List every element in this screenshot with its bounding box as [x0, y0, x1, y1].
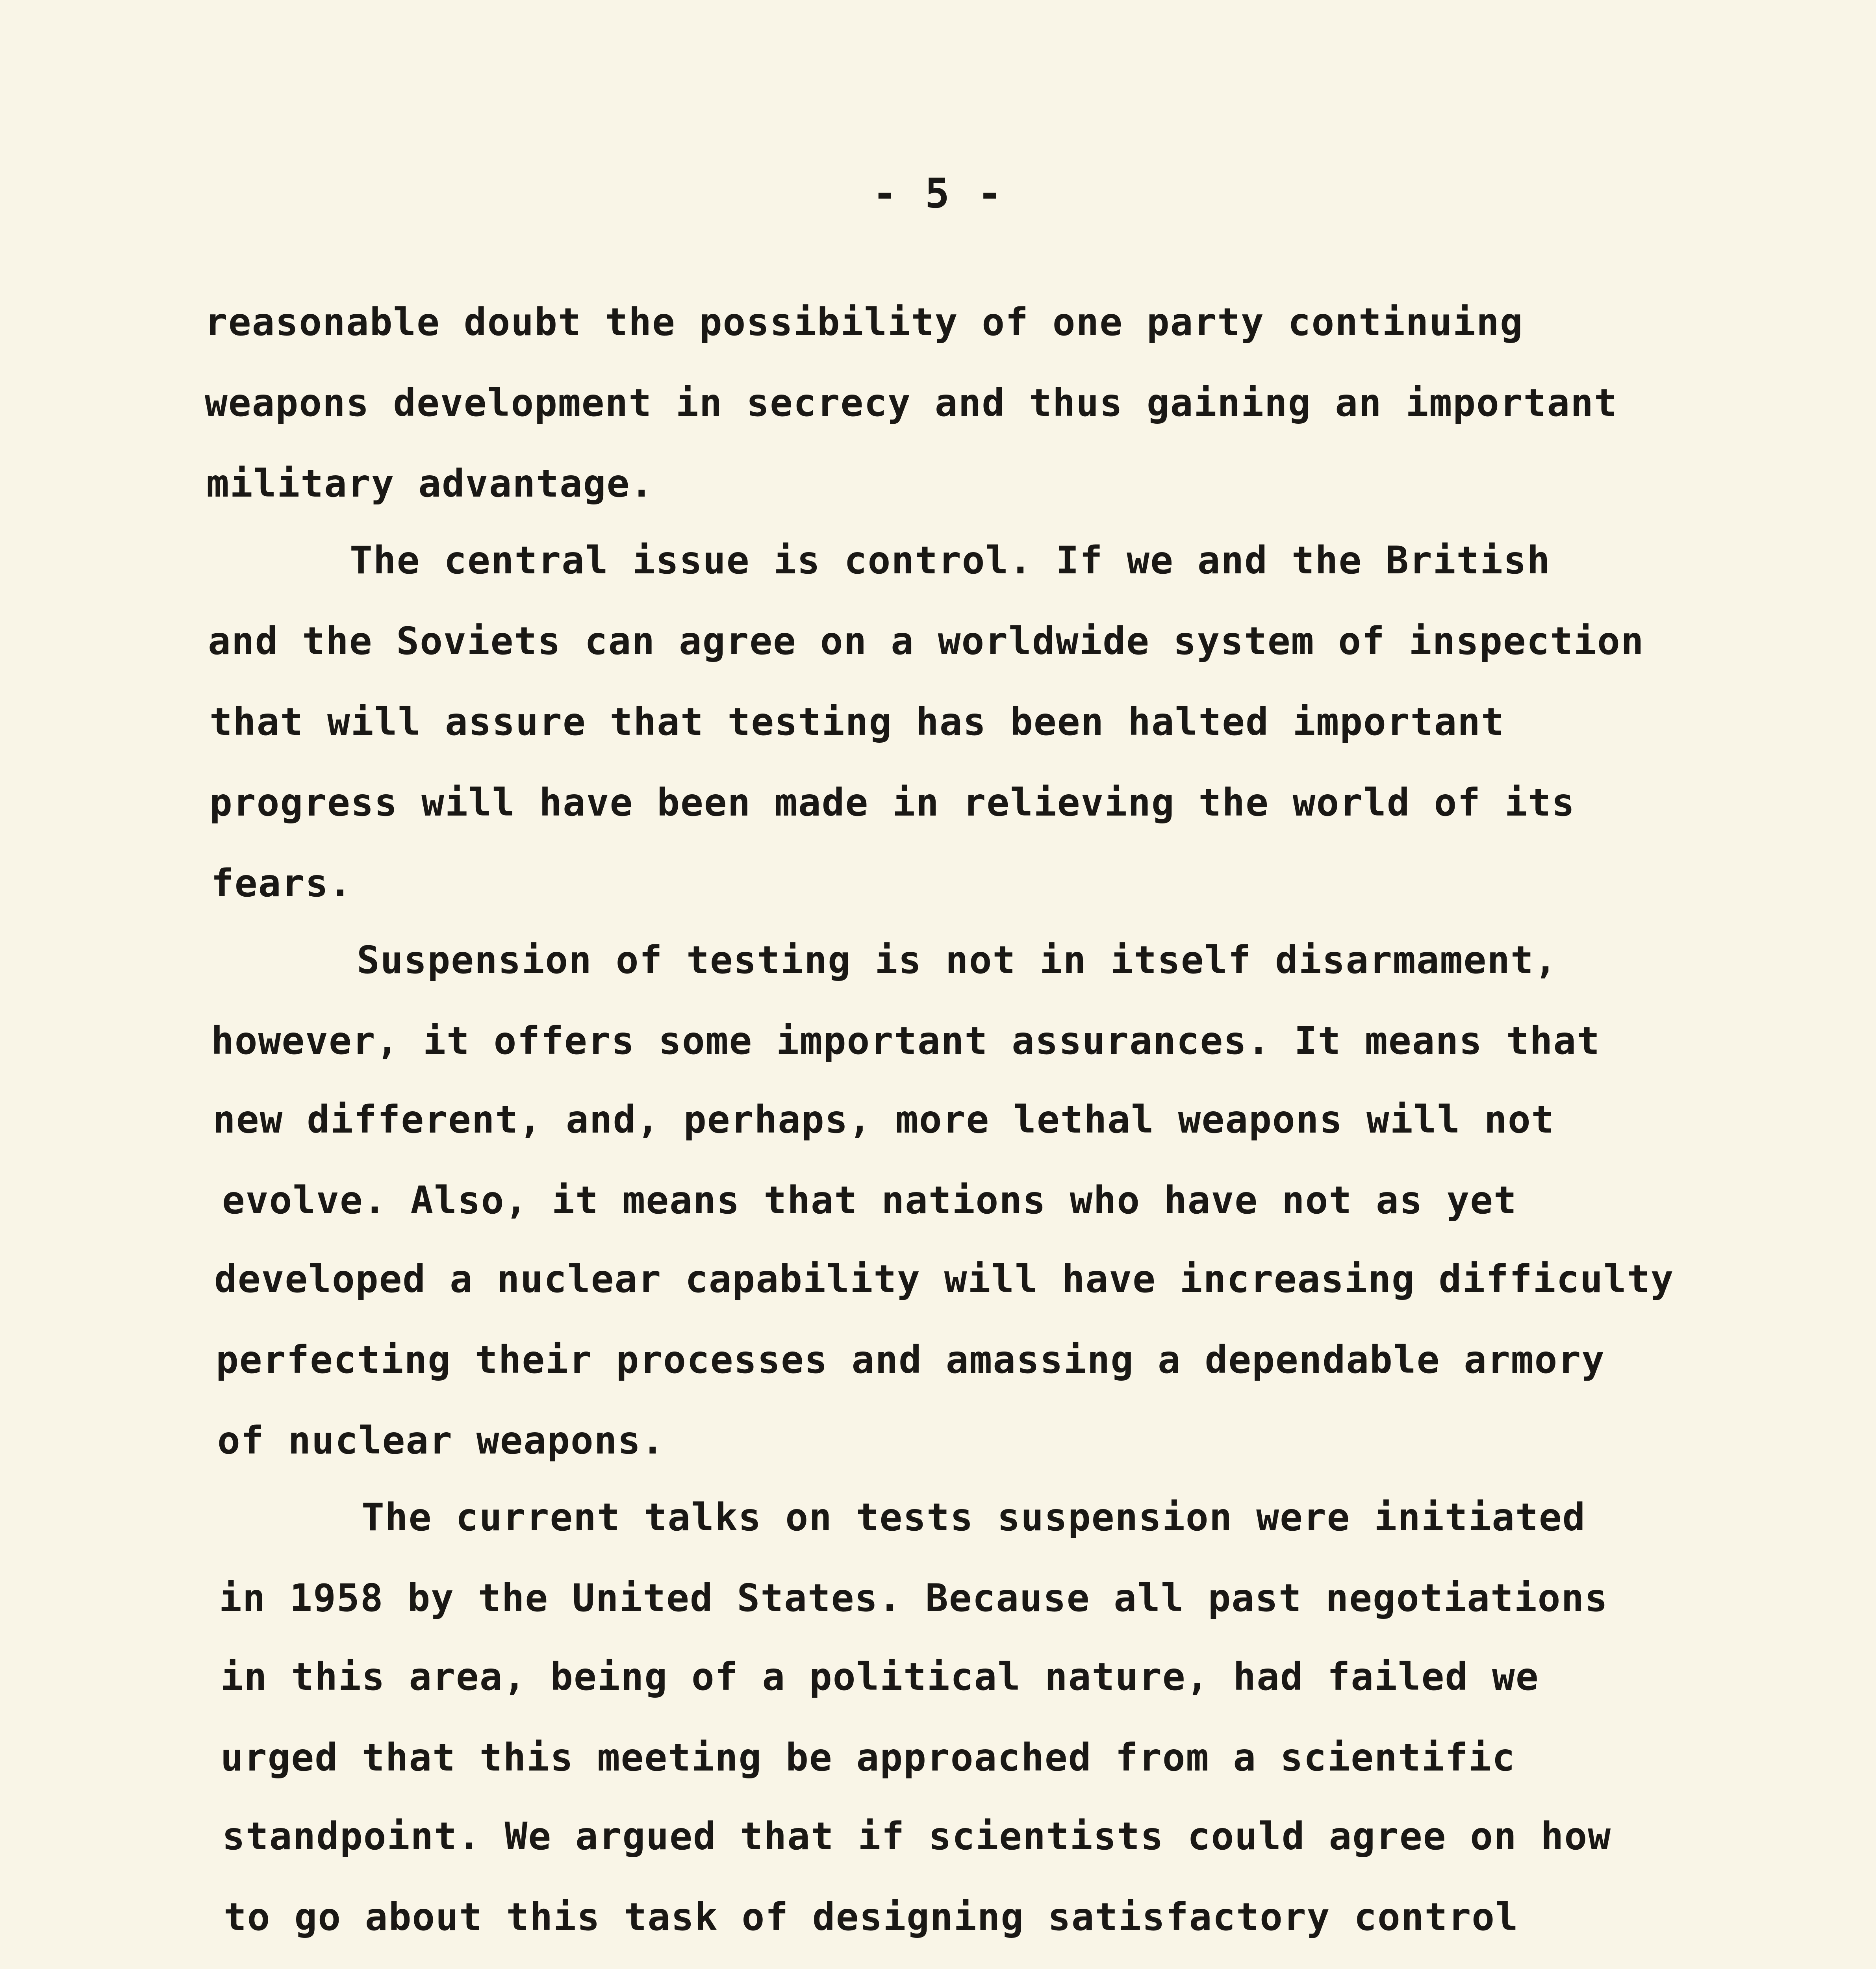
text-line: standpoint. We argued that if scientists could agree on how: [222, 1814, 1612, 1858]
text-line: that will assure that testing has been halted important: [209, 700, 1505, 744]
text-line: The current talks on tests suspension were initiated: [361, 1495, 1586, 1539]
text-line: fears.: [211, 861, 352, 905]
text-line: new different, and, perhaps, more lethal weapons will not: [213, 1098, 1555, 1142]
page-number: - 5 -: [872, 169, 1004, 217]
text-line: Suspension of testing is not in itself disarmament,: [357, 938, 1558, 982]
text-line: in this area, being of a political nature, had failed we: [221, 1655, 1539, 1699]
text-line: and the Soviets can agree on a worldwide system of inspection: [208, 619, 1644, 663]
text-line: perfecting their processes and amassing a dependable armory: [216, 1338, 1605, 1382]
text-line: to go about this task of designing satisfactory control: [224, 1895, 1519, 1939]
text-line: military advantage.: [206, 462, 654, 506]
text-line: reasonable doubt the possibility of one party continuing: [205, 300, 1524, 344]
text-line: of nuclear weapons.: [217, 1418, 665, 1463]
text-line: weapons development in secrecy and thus gaining an important: [205, 381, 1618, 425]
text-line: The central issue is control. If we and the British: [350, 538, 1551, 582]
text-line: evolve. Also, it means that nations who have not as yet: [222, 1178, 1517, 1222]
text-line: in 1958 by the United States. Because all past negotiations: [219, 1576, 1609, 1620]
text-line: developed a nuclear capability will have increasing difficulty: [214, 1257, 1674, 1301]
text-line: progress will have been made in relieving the world of its: [209, 781, 1576, 825]
text-line: urged that this meeting be approached from a scientific: [221, 1735, 1516, 1780]
text-line: however, it offers some important assurances. It means that: [211, 1019, 1601, 1063]
